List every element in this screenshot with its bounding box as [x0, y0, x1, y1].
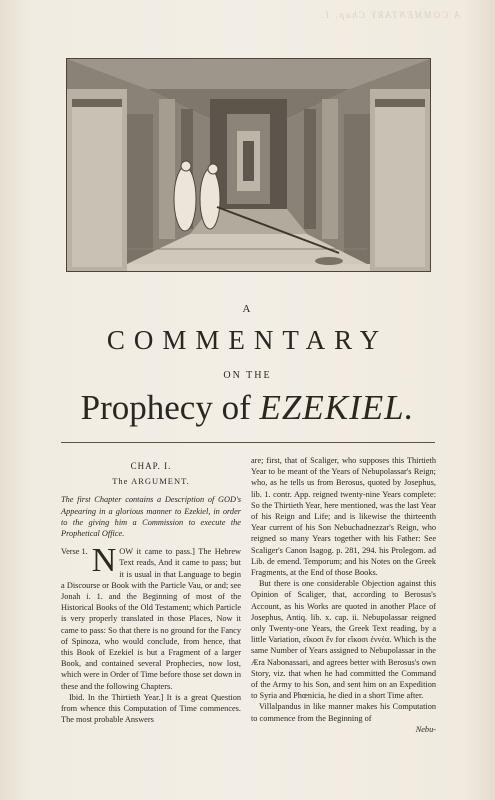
title-commentary: COMMENTARY [106, 325, 389, 355]
right-column [251, 455, 436, 735]
engraving-temple-corridor-icon [67, 59, 430, 271]
title-on-the: ON THE [223, 370, 272, 381]
verse-label: Verse 1. [61, 547, 88, 557]
chapter-heading: CHAP. I. [130, 461, 172, 471]
right-paragraph-1: are; first, that of Scaliger, who supposes this Thirtieth Year to be meant of the Years of Nebupolassar's Reign; who, as he tells us from Berosus, quoted by Josephus, lib. 1. contr. App. reigned twenty-nine Years complete: So the Thirtieth Year, here mentioned, was the last Year of his Reign and Life; and is likewise the thirteenth Year current of his Son Nebuchadnezzar's Reign, who reigned so many Years together with his Father: See Scaliger's Canon Isagog. p. 281, 294. his Prolegom. ad Lib. de emend. Temporum; and his Notes on the Greek Fragments, at the End of those Books. [251, 456, 436, 578]
argument-heading: The ARGUMENT. [112, 476, 190, 487]
chapter-summary: The first Chapter contains a Description of GOD's Appearing in a glorious manner to Ezekiel, in order to the giving him a Commission to execute the Prophetical Office. [61, 495, 241, 539]
verse-1-paragraph [61, 542, 241, 692]
title-prophecy [0, 388, 495, 428]
running-head-bleedthrough: A COMMENTARY Chap. I. [319, 10, 460, 20]
engraving-plate [66, 58, 431, 272]
title-rule [61, 442, 435, 443]
title-article: A [242, 303, 253, 315]
left-column [61, 455, 241, 725]
right-paragraph-2: But there is one considerable Objection against this Opinion of Scaliger, that, according to Berosus's Account, as his Works are quoted in another Place of Josephus, Antiq. lib. x. cap. ii. Nebupolassar reigned only Twenty-one Years, the Greek Text reading, by a little Variation, εἴκοσι ἓν for εἴκοσι ἐννέα. Which is the same Number of Years assigned to Nebupolassar in the Æra Nabonassari, and agrees better with Berosus's own Story, viz. that when he had committed the Command of the Army to his Son, and sent him on an Expedition to Syria and Phœnicia, he died in a short Time after. [251, 579, 436, 701]
drop-cap: N [91, 542, 117, 580]
verse-text: OW it came to pass.] The Hebrew Text reads, And it came to pass; but it is usual in that Language to begin a Discourse or Book with the Particle Vau, or and; see Jonah i. 1. and the Beginning of most of the Historical Books of the Old Testament; which Particle is very properly translated in those Places, Now it came to pass: So that there is no ground for the Fancy of Spinoza, who would conclude, from hence, that this Book of Ezekiel is but a Fragment of a larger Book, and contained several Prophecies, now lost, which were in Order of Time before those set down in these and the following Chapters. [61, 547, 241, 691]
catchword: Nebu- [415, 724, 436, 734]
ibid-paragraph: Ibid. In the Thirtieth Year.] It is a great Question from whence this Computation of Time commences. The most probable Answers [61, 692, 241, 725]
title-ezekiel: EZEKIEL. [259, 388, 415, 427]
right-paragraph-3: Villalpandus in like manner makes his Computation to commence from the Beginning of [251, 702, 436, 723]
title-prophecy-of: Prophecy of [80, 388, 251, 427]
